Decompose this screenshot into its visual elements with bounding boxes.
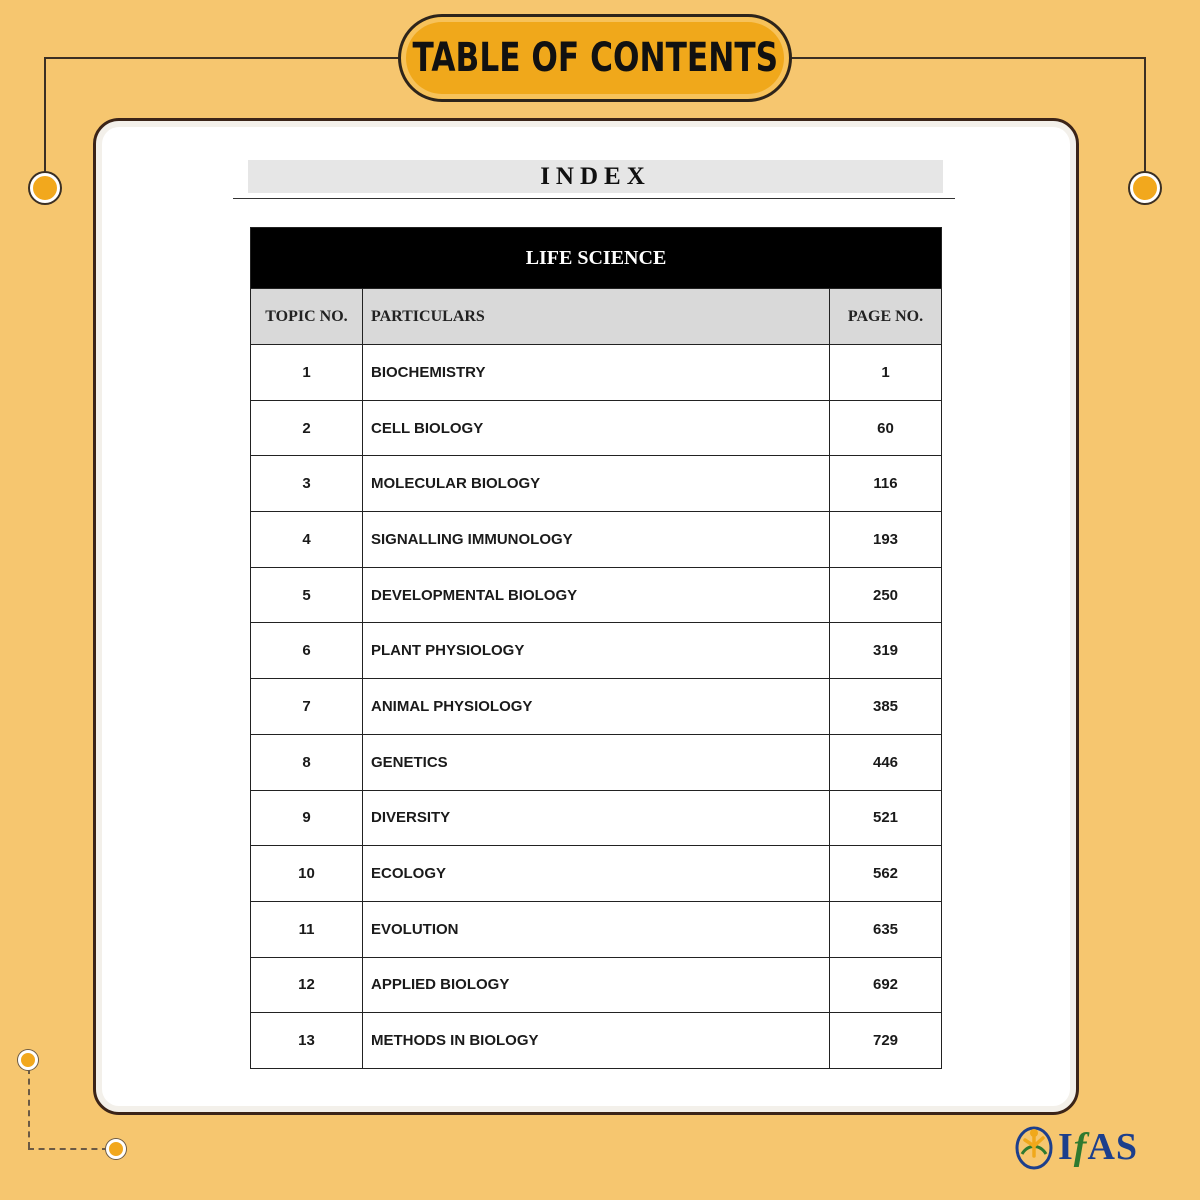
topic-number: 1 [251, 345, 363, 401]
title-banner [398, 14, 792, 102]
topic-name: BIOCHEMISTRY [363, 345, 830, 401]
connector-line-left-h [44, 57, 400, 59]
topic-number: 4 [251, 512, 363, 568]
index-heading-band [248, 160, 943, 193]
table-row [251, 456, 942, 512]
connector-line-left-v [44, 57, 46, 175]
topic-name: METHODS IN BIOLOGY [363, 1013, 830, 1069]
page-number: 635 [830, 901, 942, 957]
table-row [251, 846, 942, 902]
topic-number: 6 [251, 623, 363, 679]
page-number: 1 [830, 345, 942, 401]
table-row [251, 901, 942, 957]
page-number: 319 [830, 623, 942, 679]
table-row [251, 567, 942, 623]
topic-name: CELL BIOLOGY [363, 400, 830, 456]
topic-name: APPLIED BIOLOGY [363, 957, 830, 1013]
connector-line-right-h [790, 57, 1146, 59]
topic-number: 2 [251, 400, 363, 456]
logo-wordmark: IfAS [1058, 1126, 1139, 1168]
page-number: 562 [830, 846, 942, 902]
topic-name: DIVERSITY [363, 790, 830, 846]
index-heading: INDEX [540, 162, 651, 190]
page-number: 521 [830, 790, 942, 846]
page-number: 692 [830, 957, 942, 1013]
table-row [251, 400, 942, 456]
page-number: 193 [830, 512, 942, 568]
page-number: 60 [830, 400, 942, 456]
topic-name: SIGNALLING IMMUNOLOGY [363, 512, 830, 568]
page-number: 385 [830, 679, 942, 735]
topic-name: MOLECULAR BIOLOGY [363, 456, 830, 512]
topic-number: 10 [251, 846, 363, 902]
page-number: 729 [830, 1013, 942, 1069]
table-row [251, 957, 942, 1013]
table-row [251, 345, 942, 401]
ifas-logo [1014, 1122, 1164, 1172]
topic-name: DEVELOPMENTAL BIOLOGY [363, 567, 830, 623]
page-number: 116 [830, 456, 942, 512]
dashed-dot-right [106, 1139, 126, 1159]
connector-dot-left [30, 173, 60, 203]
topic-number: 8 [251, 734, 363, 790]
topic-name: GENETICS [363, 734, 830, 790]
topic-name: EVOLUTION [363, 901, 830, 957]
section-title: LIFE SCIENCE [251, 228, 942, 289]
dashed-dot-top [18, 1050, 38, 1070]
table-row [251, 734, 942, 790]
table-row [251, 1013, 942, 1069]
topic-number: 7 [251, 679, 363, 735]
topic-name: PLANT PHYSIOLOGY [363, 623, 830, 679]
page-number: 446 [830, 734, 942, 790]
ifas-figure-icon [1014, 1124, 1054, 1170]
topic-name: ECOLOGY [363, 846, 830, 902]
column-header-topic-no: TOPIC NO. [251, 289, 363, 345]
page-title: TABLE OF CONTENTS [412, 35, 778, 81]
page-number: 250 [830, 567, 942, 623]
topic-number: 5 [251, 567, 363, 623]
index-divider [233, 198, 955, 199]
topic-number: 11 [251, 901, 363, 957]
table-row [251, 623, 942, 679]
column-header-page-no: PAGE NO. [830, 289, 942, 345]
table-row [251, 512, 942, 568]
connector-line-right-v [1144, 57, 1146, 175]
table-row [251, 790, 942, 846]
column-header-particulars: PARTICULARS [363, 289, 830, 345]
table-row [251, 679, 942, 735]
topic-number: 12 [251, 957, 363, 1013]
topic-number: 9 [251, 790, 363, 846]
dashed-connector-v [28, 1068, 30, 1148]
connector-dot-right [1130, 173, 1160, 203]
contents-table [250, 227, 942, 1069]
topic-number: 3 [251, 456, 363, 512]
topic-number: 13 [251, 1013, 363, 1069]
dashed-connector-h [28, 1148, 108, 1150]
topic-name: ANIMAL PHYSIOLOGY [363, 679, 830, 735]
